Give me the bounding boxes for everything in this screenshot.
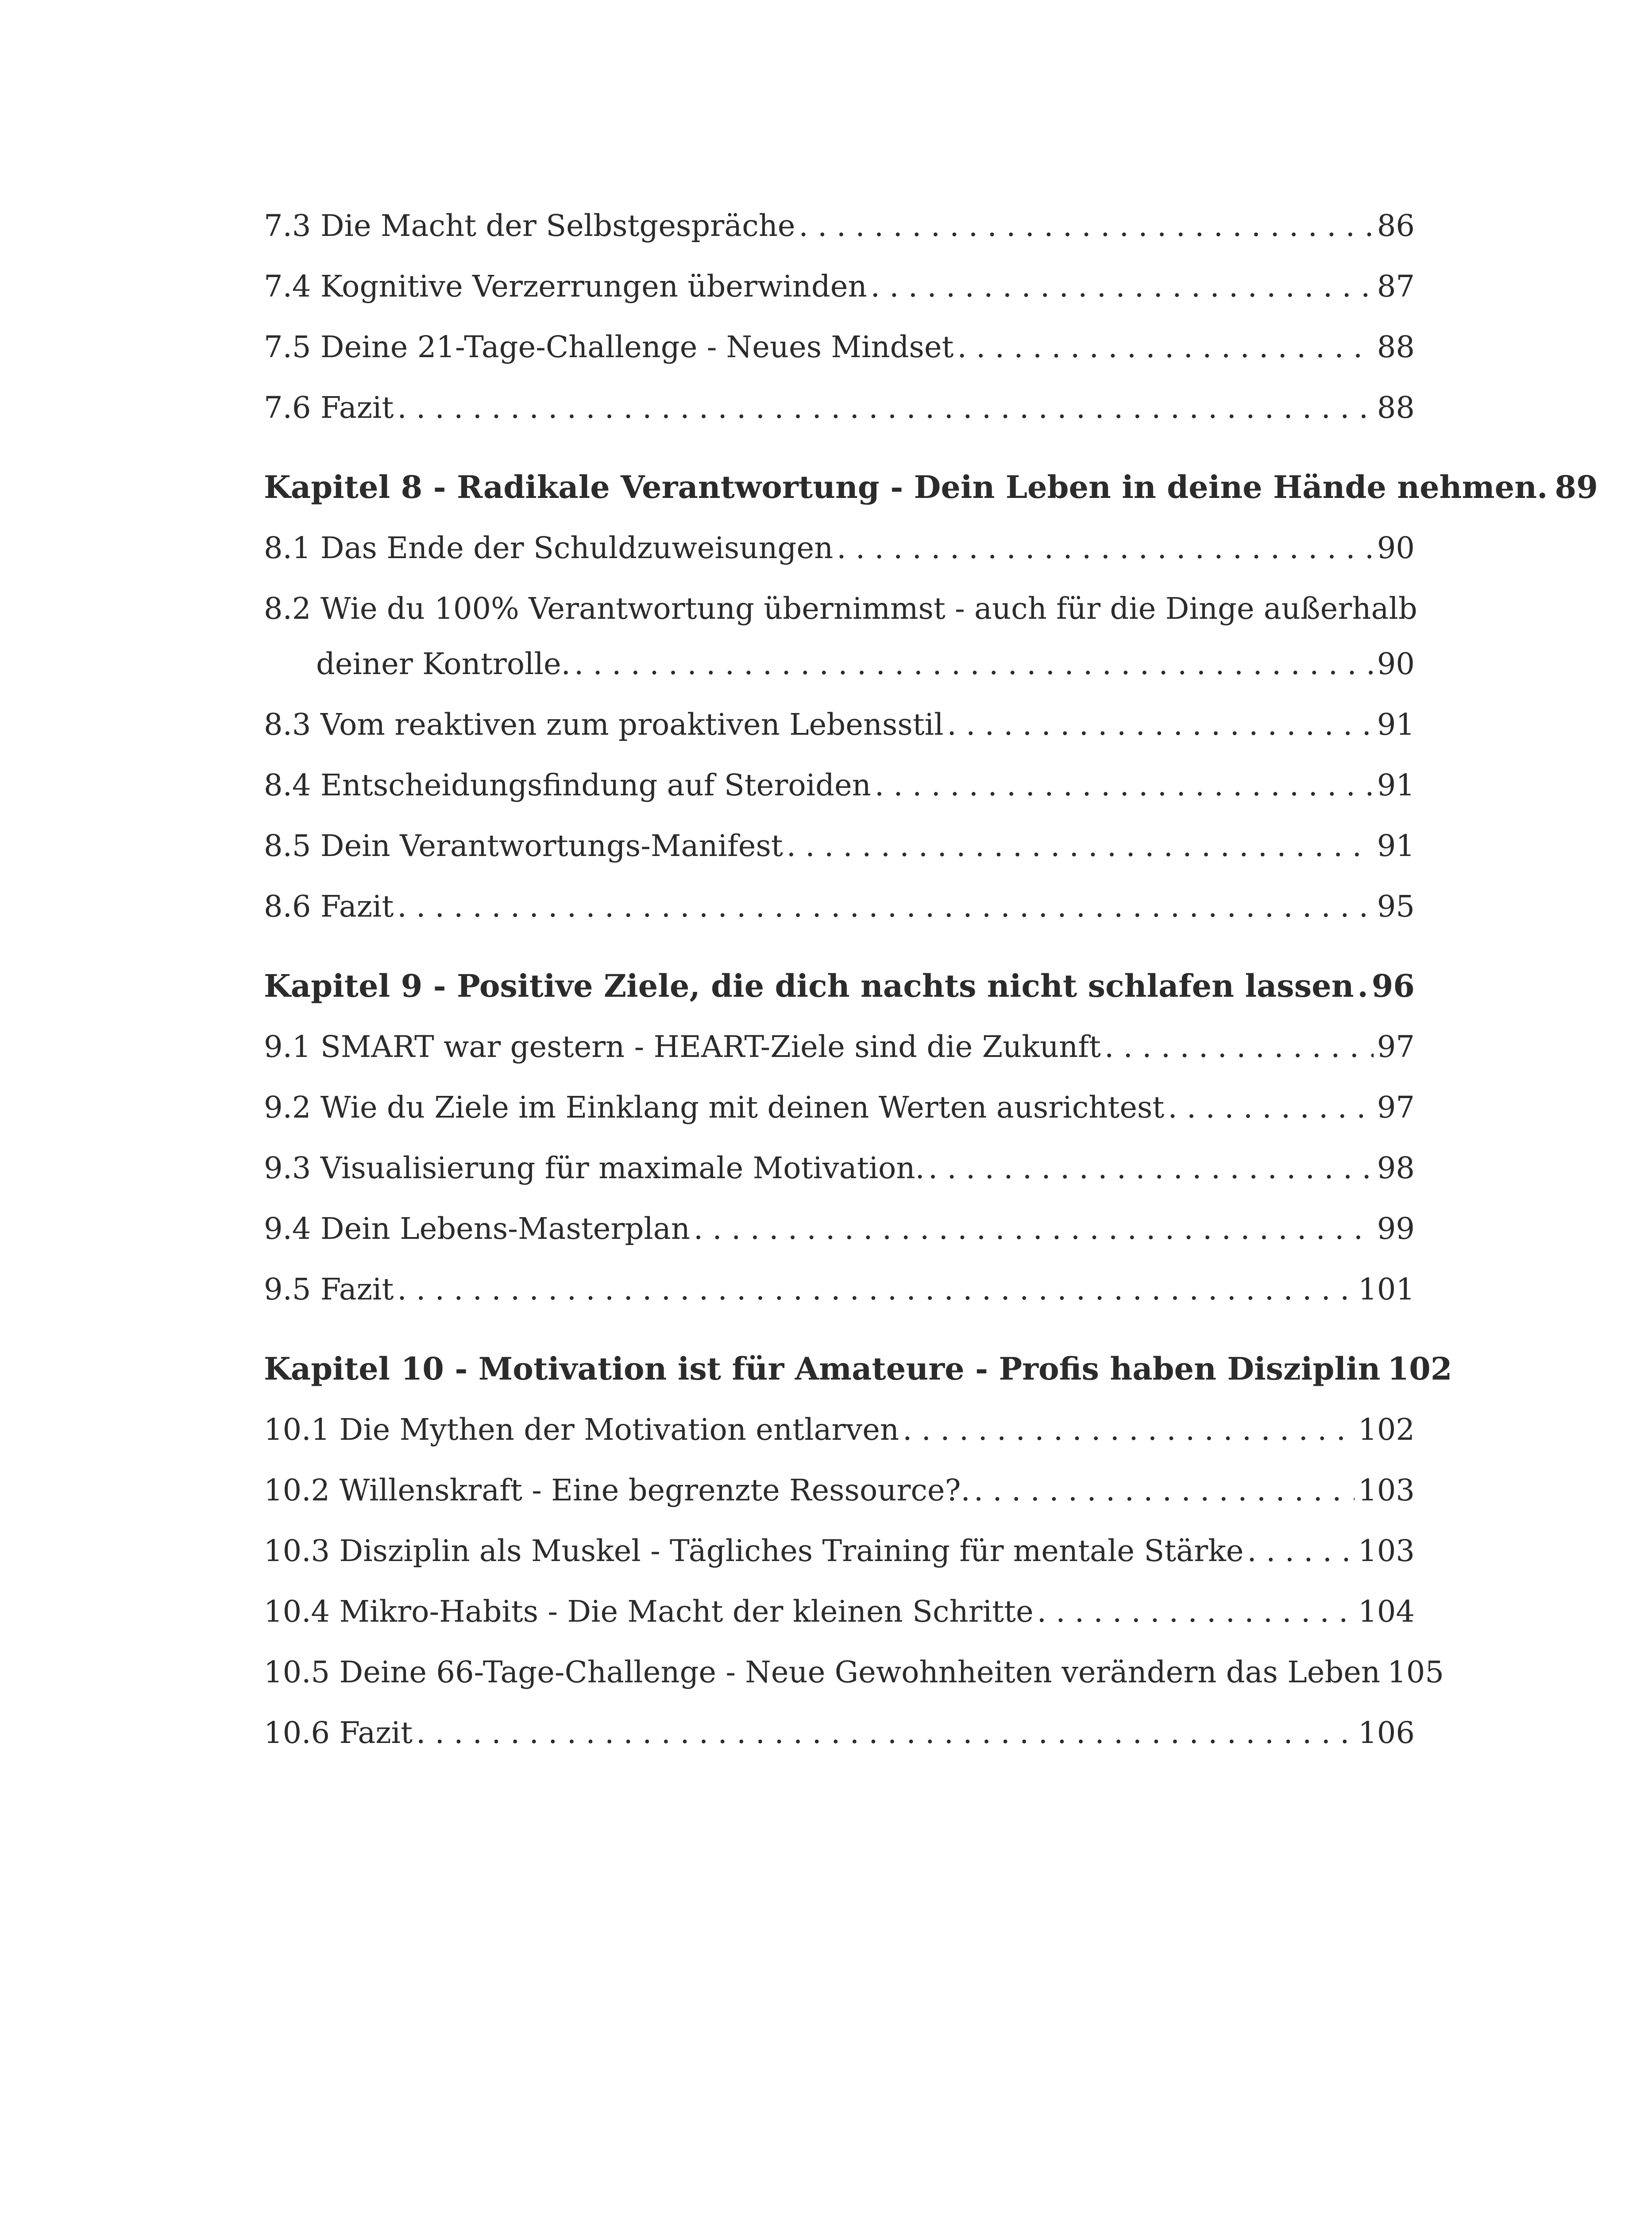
toc-chapter-10[interactable]	[264, 1350, 1452, 1387]
toc-page-number: 102	[1387, 1350, 1452, 1387]
toc-chapter-9[interactable]	[264, 968, 1415, 1004]
toc-page-number: 96	[1371, 968, 1415, 1004]
dot-leader	[875, 767, 1374, 803]
toc-entry-label: 9.5 Fazit	[264, 1272, 394, 1307]
dot-leader	[903, 1412, 1355, 1447]
dot-leader	[1168, 1090, 1373, 1125]
toc-page-number: 88	[1377, 330, 1415, 364]
dot-leader	[957, 329, 1373, 365]
toc-entry-label: 10.6 Fazit	[264, 1716, 413, 1750]
toc-chapter-label: Kapitel 8 - Radikale Verantwortung - Dein Leben in deine Hände nehmen.	[264, 469, 1548, 505]
toc-entry-7-4[interactable]	[264, 269, 1415, 304]
toc-entry-9-5[interactable]	[264, 1272, 1415, 1307]
toc-page-number: 101	[1358, 1272, 1415, 1307]
toc-page-number: 97	[1377, 1090, 1415, 1125]
toc-entry-label: 9.2 Wie du Ziele im Einklang mit deinen Werten ausrichtest	[264, 1090, 1165, 1125]
toc-entry-label: 10.4 Mikro-Habits - Die Macht der kleinen Schritte	[264, 1594, 1034, 1629]
dot-leader	[397, 889, 1373, 924]
dot-leader	[694, 1211, 1374, 1246]
toc-page-number: 87	[1377, 269, 1415, 304]
toc-entry-label: 8.2 Wie du 100% Verantwortung übernimmst - auch für die Dinge außerhalb	[264, 591, 1417, 626]
dot-leader	[837, 530, 1373, 566]
dot-leader	[947, 707, 1374, 742]
toc-page-number: 86	[1377, 208, 1415, 243]
toc-entry-label: 9.4 Dein Lebens-Masterplan	[264, 1211, 690, 1246]
dot-leader	[1358, 968, 1368, 1004]
table-of-contents	[264, 208, 1598, 1776]
toc-entry-10-4[interactable]	[264, 1594, 1415, 1629]
toc-entry-9-4[interactable]	[264, 1211, 1415, 1246]
toc-entry-label: 8.5 Dein Verantwortungs-Manifest	[264, 829, 783, 863]
toc-entry-8-6[interactable]	[264, 889, 1415, 924]
toc-entry-7-5[interactable]	[264, 329, 1415, 365]
toc-page-number: 102	[1358, 1412, 1415, 1447]
toc-page-number: 89	[1555, 469, 1598, 505]
toc-entry-label: 7.4 Kognitive Verzerrungen überwinden	[264, 269, 867, 304]
dot-leader	[1104, 1029, 1374, 1064]
toc-entry-8-1[interactable]	[264, 530, 1415, 566]
toc-page-number: 103	[1358, 1473, 1415, 1507]
dot-leader	[787, 828, 1374, 864]
toc-entry-8-5[interactable]	[264, 828, 1415, 864]
dot-leader	[799, 208, 1374, 243]
dot-leader	[871, 269, 1374, 304]
dot-leader	[397, 1272, 1355, 1307]
dot-leader	[1037, 1594, 1355, 1629]
toc-entry-10-6[interactable]	[264, 1715, 1415, 1750]
toc-entry-label: 10.5 Deine 66-Tage-Challenge - Neue Gewohnheiten verändern das Leben	[264, 1655, 1381, 1689]
toc-entry-7-3[interactable]	[264, 208, 1415, 243]
toc-entry-label: 7.6 Fazit	[264, 390, 394, 425]
toc-entry-label: 8.1 Das Ende der Schuldzuweisungen	[264, 531, 834, 565]
dot-leader	[1247, 1533, 1355, 1569]
toc-entry-9-2[interactable]	[264, 1090, 1415, 1125]
toc-page-number: 104	[1358, 1594, 1415, 1629]
toc-entry-label: 10.3 Disziplin als Muskel - Tägliches Training für mentale Stärke	[264, 1534, 1244, 1568]
toc-entry-10-5[interactable]	[264, 1654, 1444, 1690]
toc-entry-label: 7.3 Die Macht der Selbstgespräche	[264, 208, 795, 243]
toc-page-number: 97	[1377, 1029, 1415, 1064]
toc-entry-10-3[interactable]	[264, 1533, 1415, 1569]
toc-page-number: 103	[1358, 1534, 1415, 1568]
toc-page-number: 106	[1358, 1716, 1415, 1750]
toc-chapter-8[interactable]	[264, 469, 1598, 505]
toc-entry-10-1[interactable]	[264, 1412, 1415, 1447]
toc-page-number: 95	[1377, 889, 1415, 924]
toc-entry-8-2[interactable]	[264, 591, 1415, 682]
toc-page-number: 91	[1377, 768, 1415, 802]
toc-entry-label: 8.3 Vom reaktiven zum proaktiven Lebensstil	[264, 707, 944, 742]
toc-page-number: 88	[1377, 390, 1415, 425]
dot-leader	[397, 390, 1373, 425]
toc-entry-label: 8.6 Fazit	[264, 889, 394, 924]
toc-page-number: 91	[1377, 829, 1415, 863]
toc-page-number: 91	[1377, 707, 1415, 742]
toc-entry-label: 9.3 Visualisierung für maximale Motivation.	[264, 1151, 925, 1185]
toc-entry-9-3[interactable]	[264, 1150, 1415, 1186]
dot-leader	[974, 1473, 1355, 1508]
toc-entry-8-3[interactable]	[264, 707, 1415, 742]
dot-leader	[416, 1715, 1355, 1750]
toc-page-number: 90	[1377, 531, 1415, 565]
toc-entry-label: 10.2 Willenskraft - Eine begrenzte Ressource?.	[264, 1473, 970, 1507]
toc-entry-10-2[interactable]	[264, 1473, 1415, 1508]
toc-page-number: 99	[1377, 1211, 1415, 1246]
toc-entry-9-1[interactable]	[264, 1029, 1415, 1064]
toc-page-number: 98	[1377, 1151, 1415, 1185]
toc-page-number: 105	[1387, 1655, 1444, 1689]
dot-leader	[928, 1150, 1374, 1186]
dot-leader	[574, 646, 1374, 682]
toc-entry-8-4[interactable]	[264, 767, 1415, 803]
toc-chapter-label: Kapitel 9 - Positive Ziele, die dich nachts nicht schlafen lassen	[264, 968, 1354, 1004]
toc-entry-label-continued: deiner Kontrolle.	[316, 647, 571, 681]
toc-entry-label: 10.1 Die Mythen der Motivation entlarven	[264, 1412, 899, 1447]
toc-entry-label: 7.5 Deine 21-Tage-Challenge - Neues Mindset	[264, 330, 954, 364]
toc-chapter-label: Kapitel 10 - Motivation ist für Amateure - Profis haben Disziplin	[264, 1350, 1381, 1387]
toc-page-number: 90	[1377, 647, 1415, 681]
toc-entry-7-6[interactable]	[264, 390, 1415, 425]
toc-entry-label: 8.4 Entscheidungsfindung auf Steroiden	[264, 768, 871, 802]
toc-entry-label: 9.1 SMART war gestern - HEART-Ziele sind die Zukunft	[264, 1029, 1101, 1064]
